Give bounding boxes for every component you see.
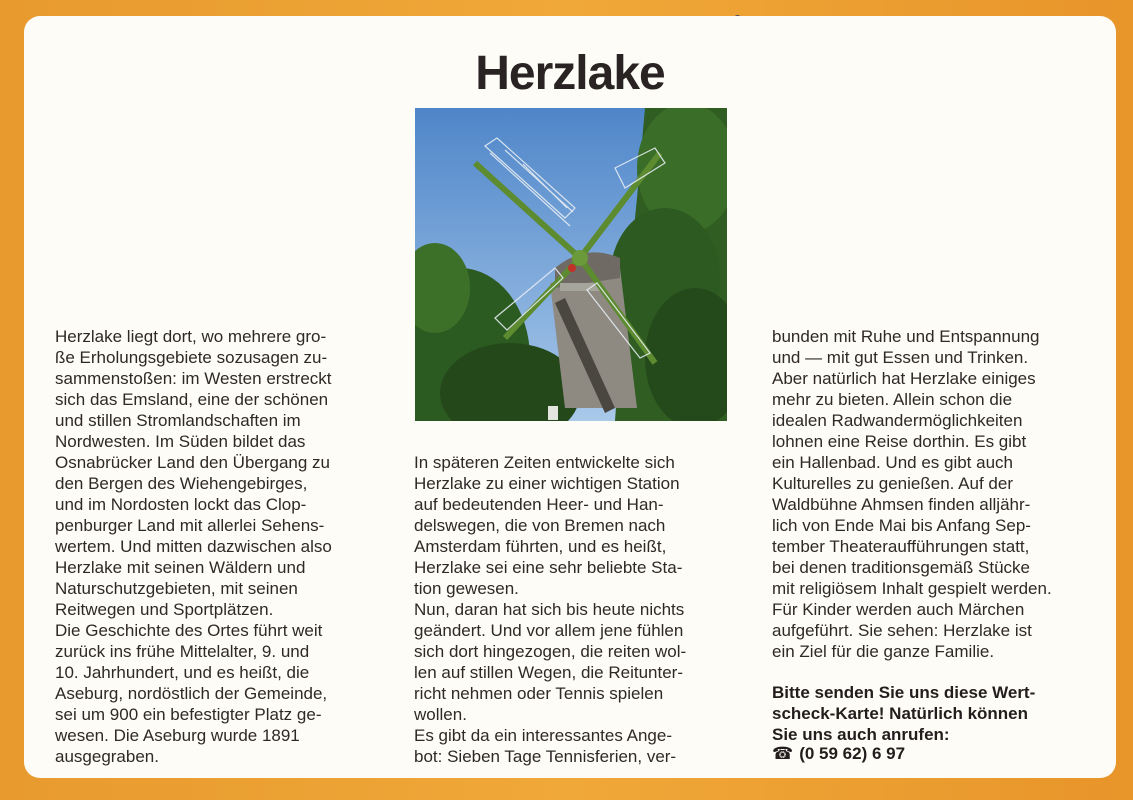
text-column-2: In späteren Zeiten entwickelte sich Herzlake zu einer wichtigen Station auf bedeutenden Heer- und Han- delswegen, die von Bremen nach Amsterdam führten, und es heißt, Herzlake sei eine sehr beliebte Sta- tion gewesen. Nun, daran hat sich bis heute nichts geändert. Und vor allem jene fühlen sich dort hingezogen, die reiten wol- len auf stillen Wegen, die Reitunter- richt nehmen oder Tennis spielen wollen. Es gibt da ein interessantes Ange- bot: Sieben Tage Tennisferien, ver- bbox=[414, 453, 687, 766]
postcard-card bbox=[24, 16, 1116, 778]
call-to-action: Bitte senden Sie uns diese Wert- scheck-Karte! Natürlich können Sie uns auch anrufen: bbox=[772, 683, 1036, 744]
windmill-photo bbox=[415, 108, 727, 421]
text-column-3: bunden mit Ruhe und Entspannung und — mit gut Essen und Trinken. Aber natürlich hat Herzlake einiges mehr zu bieten. Allein schon die idealen Radwandermöglichkeiten lohnen eine Reise dorthin. Es gibt ein Hallenbad. Und es gibt auch Kulturelles zu genießen. Auf der Waldbühne Ahmsen finden alljähr- lich von Ende Mai bis Anfang Sep- tember Theateraufführungen statt, bei denen traditionsgemäß Stücke mit religiösem Inhalt gespielt werden. Für Kinder werden auch Märchen aufgeführt. Sie sehen: Herzlake ist ein Ziel für die ganze Familie. bbox=[772, 327, 1052, 661]
phone-number: (0 59 62) 6 97 bbox=[799, 744, 906, 763]
telephone-icon: ☎ bbox=[772, 744, 794, 763]
phone-line bbox=[772, 743, 905, 764]
page-title: Herzlake bbox=[475, 47, 665, 100]
text-column-1: Herzlake liegt dort, wo mehrere gro- ße Erholungsgebiete sozusagen zu- sammenstoßen: im Westen erstreckt sich das Emsland, eine der schönen und stillen Stromlandschaften im Nordwesten. Im Süden bildet das Osnabrücker Land den Übergang zu den Bergen des Wiehengebirges, und im Nordosten lockt das Clop- penburger Land mit allerlei Sehens- wertem. Und mitten dazwischen also Herzlake mit seinen Wäldern und Naturschutzgebieten, mit seinen Reitwegen und Sportplätzen. Die Geschichte des Ortes führt weit zurück ins frühe Mittelalter, 9. und 10. Jahrhundert, und es heißt, die Aseburg, nordöstlich der Gemeinde, sei um 900 ein befestigter Platz ge- wesen. Die Aseburg wurde 1891 ausgegraben. bbox=[55, 327, 332, 766]
